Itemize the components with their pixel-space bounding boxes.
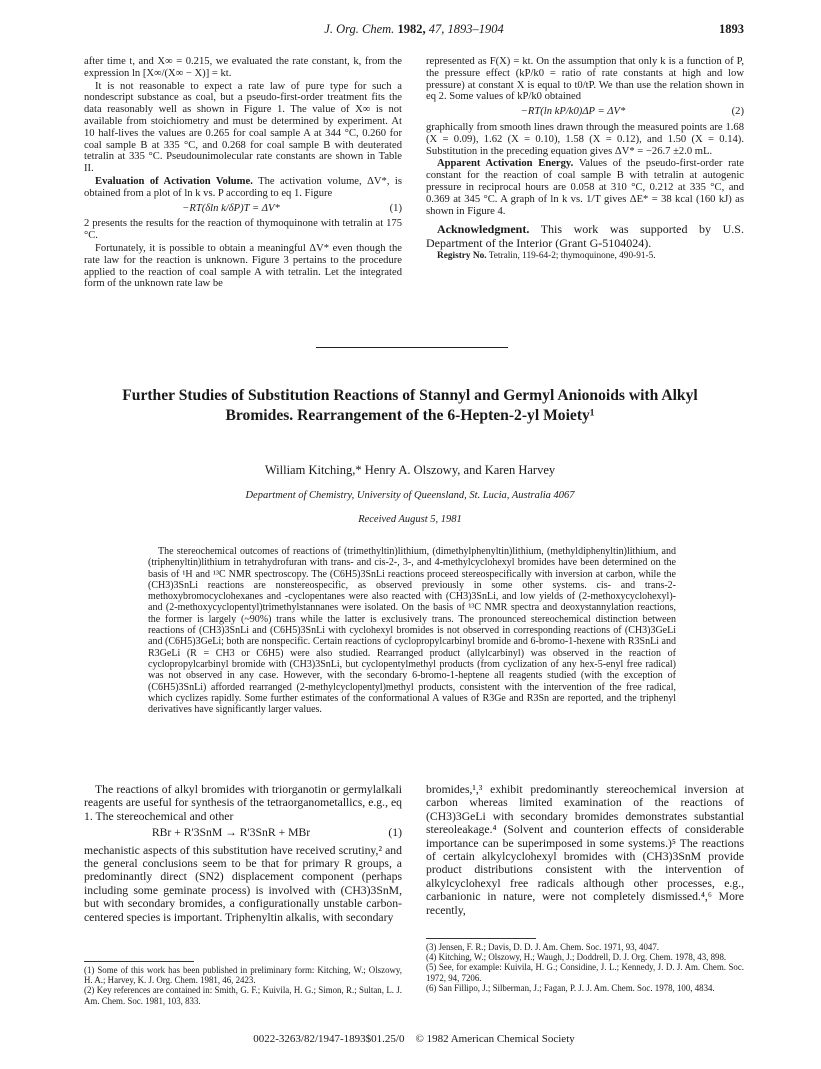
footnote: (1) Some of this work has been published in preliminary form: Kitching, W.; Olszowy, H. A.; Harvey, K. J. Org. Chem. 1981, 46, 2423. (84, 965, 402, 986)
equation-number: (1) (388, 826, 402, 840)
journal-name: J. Org. Chem. (324, 22, 395, 36)
paragraph: 2 presents the results for the reaction of thymoquinone with tetralin at 175 °C. (84, 218, 402, 242)
prev-article-right-column (426, 56, 744, 263)
paragraph: The reactions of alkyl bromides with triorganotin or germylalkali reagents are useful for synthesis of the tetraorganometallics, e.g., eq 1. The stereochemical and other (84, 783, 402, 823)
equation-1 (84, 826, 402, 839)
footnote-rule (426, 938, 536, 939)
copyright: © 1982 American Chemical Society (415, 1033, 575, 1045)
paragraph-text: The activation volume, ΔV*, is obtained from a plot of ln k vs. P according to eq 1. Figure (84, 175, 402, 199)
received-date: Received August 5, 1981 (358, 514, 462, 525)
equation-number: (1) (389, 202, 402, 214)
section-heading: Apparent Activation Energy. (437, 158, 574, 170)
paragraph (84, 176, 402, 200)
footnote: (3) Jensen, F. R.; Davis, D. D. J. Am. Chem. Soc. 1971, 93, 4047. (426, 942, 659, 952)
section-heading: Evaluation of Activation Volume. (95, 175, 253, 187)
article-separator (316, 347, 508, 348)
registry-numbers (426, 251, 744, 262)
acknowledgment (426, 223, 744, 250)
article-left-column (84, 783, 402, 925)
journal-pages: 1893–1904 (447, 22, 504, 36)
prev-article-left-column (84, 56, 402, 291)
article-title: Further Studies of Substitution Reactions of Stannyl and Germyl Anionoids with Alkyl Bromides. Rearrangement of the 6-Hepten-2-yl Moiety¹ (122, 387, 698, 424)
acknowledgment-text: This work was supported by U.S. Department of the Interior (Grant G-5104024). (426, 222, 744, 250)
author-list: William Kitching,* Henry A. Olszowy, and Karen Harvey (264, 463, 556, 477)
journal-year: 1982, (397, 22, 426, 36)
journal-citation (84, 22, 744, 37)
footnote-rule (84, 961, 194, 962)
paragraph: represented as F(X) = kt. On the assumption that only k is a function of P, the pressure effect (kP/k0 = ratio of rate constants at high and low pressure) at constant X is equal to t0/tP. We than use the relation shown in eq 2. Some values of kP/k0 obtained (426, 56, 744, 103)
footnotes-left (84, 961, 402, 1006)
equation-expression: −RT(ln kP/k0)ΔP = ΔV* (520, 106, 626, 118)
paragraph: mechanistic aspects of this substitution have received scrutiny,² and the general conclusions seem to be that for primary R groups, a predominantly direct (SN2) displacement component (perhaps including some geminate process) is involved with (CH3)3SnM, but with secondary bromides, a configurationally unstable carbon-centered species is important. Triphenyltin alkalis, with secondary (84, 843, 402, 924)
registry-heading: Registry No. (437, 251, 487, 262)
footnote-list (426, 942, 744, 993)
equation-1 (84, 203, 402, 215)
footnote: (6) San Fillipo, J.; Silberman, J.; Fagan, P. J. J. Am. Chem. Soc. 1978, 100, 4834. (426, 982, 715, 993)
paragraph-text: Values of the pseudo-first-order rate constant for the reaction of coal sample B with tetralin at autogenic pressure in reciprocal hours are 0.058 at 310 °C, 0.212 at 335 °C, and 0.369 at 345 °C. A graph of ln k vs. 1/T gives ΔE* = 38 kcal (160 kJ) as shown in Figure 4. (426, 158, 744, 217)
paragraph: It is not reasonable to expect a rate law of pure type for such a nondescript substance as coal, but a pseudo-first-order treatment fits the data reasonably well as shown in Figure 1. The value of X∞ is not available from stoichiometry and must be determined by experiment. At 10 half-lives the values are 0.265 for coal sample A at 344 °C, 0.260 for coal sample B at 335 °C, and 0.268 for coal sample B with deuterated tetralin at 335 °C. Pseudounimolecular rate constants are shown in Table II. (84, 80, 402, 175)
affiliation: Department of Chemistry, University of Queensland, St. Lucia, Australia 4067 (245, 490, 575, 501)
paragraph (426, 158, 744, 217)
paragraph: graphically from smooth lines drawn through the measured points are 1.68 (X = 0.09), 1.62 (X = 0.10), 1.58 (X = 0.12), and 1.50 (X = 0.14). Substitution in the preceding equation gives ΔV* = −26.7 ±2.0 mL. (426, 121, 744, 157)
article-code: 0022-3263/82/1947-1893$01.25/0 (253, 1033, 405, 1045)
running-header (84, 22, 744, 38)
page-number: 1893 (719, 22, 744, 36)
equation-expression: RBr + R'3SnM → R'3SnR + MBr (151, 826, 311, 840)
equation-number: (2) (731, 106, 744, 118)
paragraph: bromides,¹,³ exhibit predominantly stereochemical inversion at carbon whereas limited examination of the reactions of (CH3)3GeLi with secondary bromides demonstrates substantial stereoleakage.⁴ (Solvent and counterion effects of considerable importance can be superimposed in some systems.)⁵ The reactions of certain alkylcyclohexyl bromides with (CH3)3SnM provide product distributions consistent with the intervention of alkylcyclohexyl free radicals although other processes, e.g., carbanionic in nature, were not completely dismissed.⁴,⁶ More recently, (426, 783, 744, 917)
article-right-column (426, 783, 744, 918)
registry-text: Tetralin, 119-64-2; thymoquinone, 490-91-5. (488, 251, 656, 262)
footnote: (5) See, for example: Kuivila, H. G.; Considine, J. L.; Kennedy, J. D. J. Am. Chem. Soc. 1972, 94, 7206. (426, 962, 744, 983)
equation-2 (426, 106, 744, 118)
page-footer (84, 1033, 744, 1045)
footnotes-right (426, 938, 744, 993)
footnote: (4) Kitching, W.; Olszowy, H.; Waugh, J.; Doddrell, D. J. Org. Chem. 1978, 43, 898. (426, 952, 727, 963)
paragraph: after time t, and X∞ = 0.215, we evaluated the rate constant, k, from the expression ln [X∞/(X∞ − X)] = kt. (84, 56, 402, 79)
footnote: (2) Key references are contained in: Smith, G. F.; Kuivila, H. G.; Simon, R.; Sultan, L. J. Am. Chem. Soc. 1981, 103, 833. (84, 985, 402, 1006)
journal-volume: 47, (428, 22, 445, 36)
paragraph: Fortunately, it is possible to obtain a meaningful ΔV* even though the rate law for the reaction is unknown. Figure 3 pertains to the procedure applied to the reaction of coal sample A with tetralin. Let the integrated form of the unknown rate law be (84, 242, 402, 290)
footnote-list (84, 965, 402, 1006)
abstract: The stereochemical outcomes of reactions of (trimethyltin)lithium, (dimethylphenyltin)lithium, (methyldiphenyltin)lithium, and (triphenyltin)lithium in tetrahydrofuran with trans- and cis-2-, 3-, and 4-methylcyclohexyl bromides have been determined on the basis of ¹H and ¹³C NMR spectroscopy. The (C6H5)3SnLi reactions proceed stereospecifically with inversion at carbon, while the (CH3)3SnLi reactions are nonstereospecific, as observed previously in some other systems. cis- and trans-2-methoxybromocyclohexanes and -cyclopentanes were also reacted with (CH3)3SnLi, and low yields of (2-methoxycyclohexyl)- and (2-methoxycyclopentyl)trimethylstannanes were isolated. On the basis of ¹³C NMR spectra and deoxystannylation reactions, the former is largely (~90%) trans while the latter is exclusively trans. The pronounced stereochemical distinction between reactions of (CH3)3SnLi and (C6H5)3SnLi with cyclohexyl bromides is not observed in corresponding reactions of (CH3)3GeLi and (C6H5)3GeLi; both are nonspecific. Certain reactions of cyclopropylcarbinyl bromide and 6-bromo-1-hexene with R3SnLi and R3GeLi (R = CH3 or C6H5) were also studied. Rearranged product (allylcarbinyl) was observed in the reaction of cyclopropylcarbinyl bromide with (CH3)3SnLi, but cyclopentylmethyl products (from cyclization of any hex-5-enyl free radical) was not observed in any case. However, with the secondary 6-bromo-1-heptene all reagents studied (with the exception of (C6H5)3SnLi) afforded rearranged (2-methylcyclopentyl)methyl products, consistent with the intervention of the free radical, which cyclizes rapidly. Some further estimates of the conformational A values of R3Ge and R3Sn are reported, and the triphenyl derivatives have significantly larger values. (148, 546, 676, 716)
acknowledgment-heading: Acknowledgment. (437, 222, 530, 237)
equation-expression: −RT(δln k/δP)T = ΔV* (182, 202, 280, 214)
